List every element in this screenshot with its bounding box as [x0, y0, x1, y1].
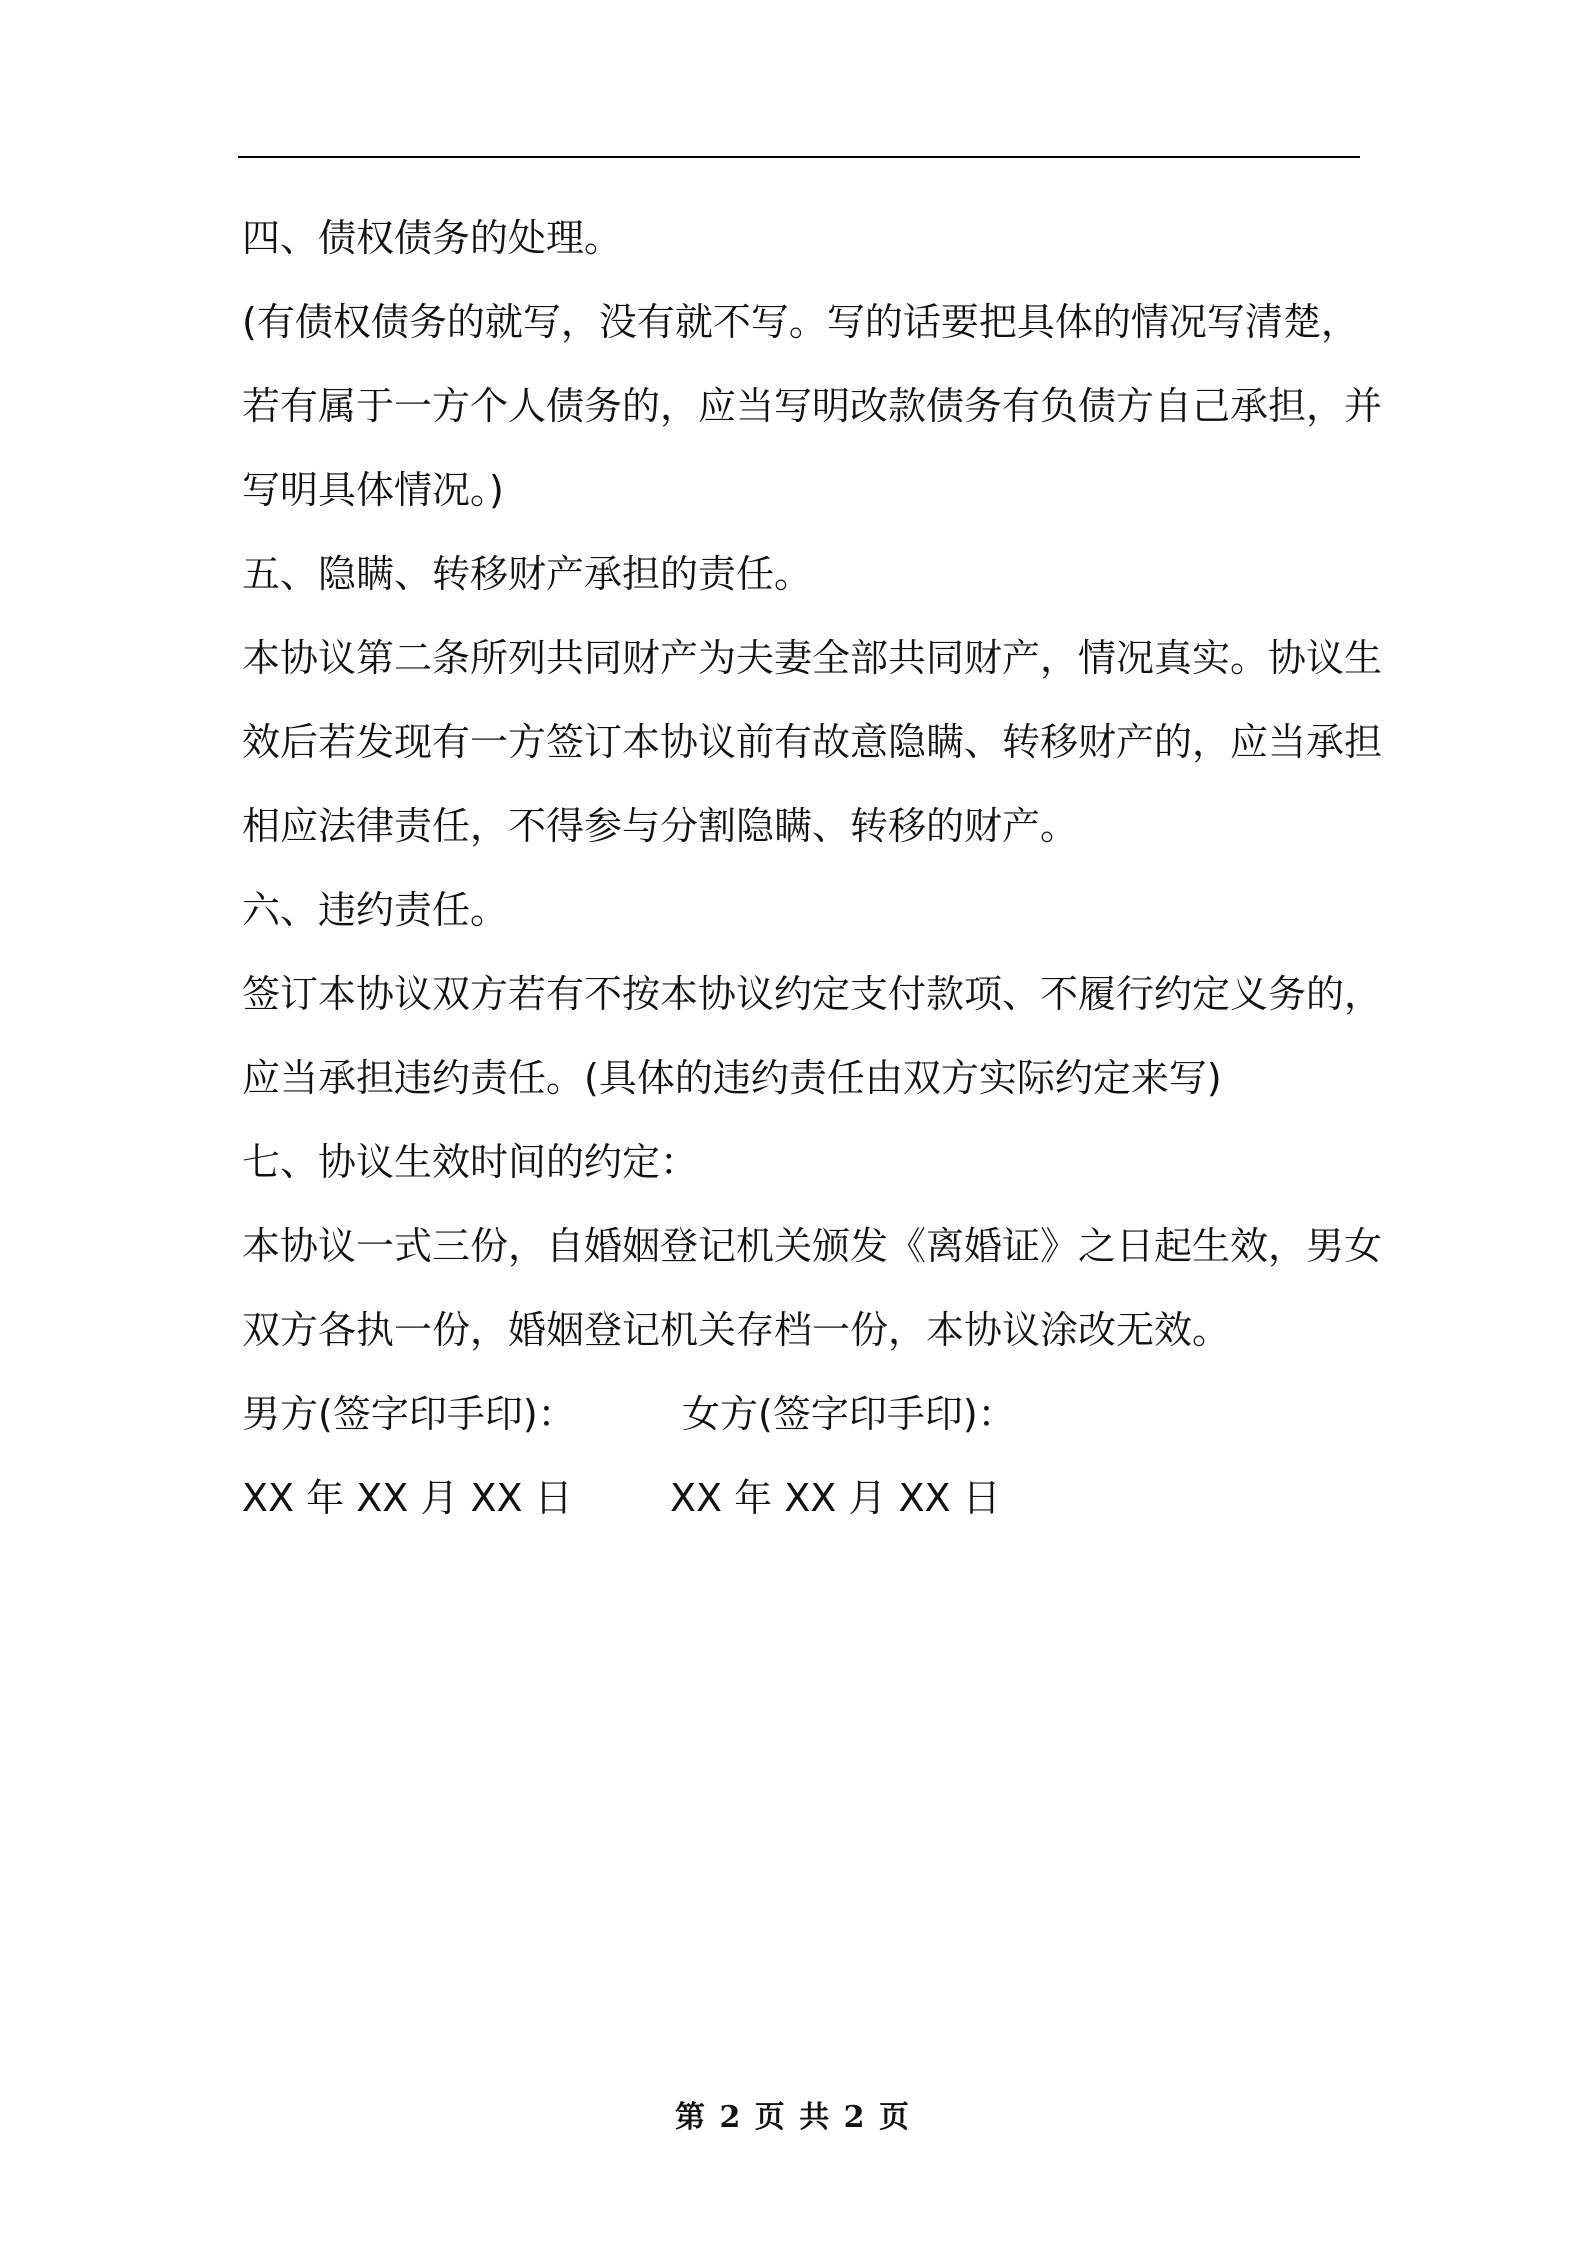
signature-label-row — [242, 1372, 1367, 1456]
paragraph-line: 签订本协议双方若有不按本协议约定支付款项、不履行约定义务的， — [242, 972, 1383, 1016]
signature-date-row — [242, 1456, 1367, 1540]
male-signature-label: 男方(签字印手印)： — [242, 1392, 576, 1436]
paragraph-line: 本协议一式三份，自婚姻登记机关颁发《离婚证》之日起生效，男女 — [242, 1224, 1383, 1268]
paragraph-line: 本协议第二条所列共同财产为夫妻全部共同财产，情况真实。协议生 — [242, 636, 1383, 680]
paragraph-line: 效后若发现有一方签订本协议前有故意隐瞒、转移财产的，应当承担 — [242, 720, 1383, 764]
paragraph-line: 应当承担违约责任。(具体的违约责任由双方实际约定来写) — [242, 1056, 1222, 1100]
page-number-footer: 第 2 页 共 2 页 — [675, 2100, 911, 2135]
section-heading-effective-date: 七、协议生效时间的约定： — [242, 1140, 699, 1184]
paragraph-line: 双方各执一份，婚姻登记机关存档一份，本协议涂改无效。 — [242, 1308, 1231, 1352]
section-heading-concealment: 五、隐瞒、转移财产承担的责任。 — [242, 552, 813, 596]
paragraph-line: 写明具体情况。) — [242, 468, 504, 512]
female-signature-date: XX 年 XX 月 XX 日 — [670, 1476, 1001, 1520]
paragraph-line: 相应法律责任，不得参与分割隐瞒、转移的财产。 — [242, 804, 1079, 848]
paragraph-line: (有债权债务的就写，没有就不写。写的话要把具体的情况写清楚， — [242, 300, 1359, 344]
section-heading-debts: 四、债权债务的处理。 — [242, 216, 623, 260]
male-signature-date: XX 年 XX 月 XX 日 — [242, 1476, 573, 1520]
female-signature-label: 女方(签字印手印)： — [682, 1392, 1016, 1436]
section-heading-breach: 六、违约责任。 — [242, 888, 509, 932]
paragraph-line: 若有属于一方个人债务的，应当写明改款债务有负债方自己承担，并 — [242, 384, 1383, 428]
document-body — [242, 196, 1383, 1540]
header-rule — [238, 156, 1360, 158]
